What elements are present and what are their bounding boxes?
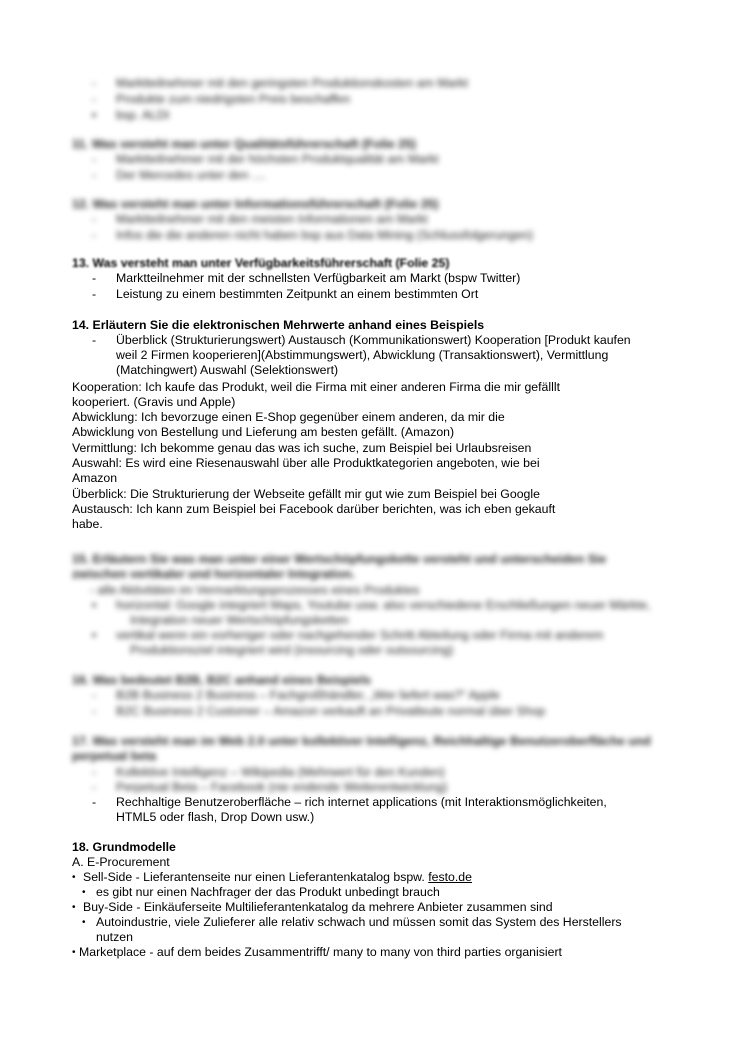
blurred-heading: 15. Erläutern Sie was man unter einer Wertschöpfungskette versteht und unterscheiden Sie bbox=[72, 552, 607, 566]
q14-paragraph-line: habe. bbox=[72, 517, 103, 531]
q14-paragraph-line: Austausch: Ich kann zum Beispiel bei Facebook darüber berichten, was ich eben gekauft bbox=[72, 502, 556, 516]
bullet: • bbox=[72, 902, 76, 913]
q13-item: Marktteilnehmer mit der schnellsten Verfügbarkeit am Markt (bspw Twitter) bbox=[116, 271, 521, 285]
blurred-line: Perpetual Beta – Facebook (nie endende Weiterentwicklung) bbox=[116, 780, 448, 794]
blurred-heading: 16. Was bedeutet B2B, B2C anhand eines Beispiels bbox=[72, 673, 371, 687]
blurred-line: B2B Business 2 Business – Fachgroßhändler, „Wer liefert was?“ Apple bbox=[116, 688, 500, 702]
blurred-line: Marktteilnehmer mit den geringsten Produktionskosten am Markt bbox=[116, 76, 468, 90]
blurred-heading: perpetual beta bbox=[72, 749, 157, 763]
q14-paragraph-line: Überblick: Die Strukturierung der Webseite gefällt mir gut wie zum Beispiel bei Google bbox=[72, 487, 540, 501]
list-dash: - bbox=[92, 333, 97, 347]
blurred-line: B2C Business 2 Customer – Amazon verkauft an Privatleute normal über Shop bbox=[116, 704, 546, 718]
blurred-line: Integration neuer Wertschöpfungsketten bbox=[130, 613, 349, 627]
sell-side-text: Sell-Side - Lieferantenseite nur einen Lieferantenkatalog bspw. bbox=[83, 870, 429, 884]
blurred-line: Kollektive Intelligenz – Wikipedia (Mehrwert für den Kunden) bbox=[116, 765, 445, 779]
festo-link[interactable]: festo.de bbox=[428, 870, 472, 884]
blurred-heading: zwischen vertikaler und horizontaler Integration. bbox=[72, 567, 355, 581]
q14-paragraph-line: kooperiert. (Gravis und Apple) bbox=[72, 395, 236, 409]
list-dash: - bbox=[92, 92, 97, 106]
list-square: ▪ bbox=[92, 598, 97, 612]
list-dash: - bbox=[92, 228, 97, 242]
blurred-heading: 11. Was versteht man unter Qualitätsführerschaft (Folie 25) bbox=[72, 137, 416, 151]
blurred-line: Marktteilnehmer mit den meisten Informationen am Markt bbox=[116, 212, 428, 226]
list-dash: - bbox=[92, 271, 97, 285]
q13-heading: 13. Was versteht man unter Verfügbarkeitsführerschaft (Folie 25) bbox=[72, 256, 450, 270]
q14-item-line: (Matchingwert) Auswahl (Selektionswert) bbox=[116, 363, 339, 377]
blurred-line: Produktionsziel integriert wird (insourcing oder outsourcing) bbox=[130, 643, 454, 657]
q14-paragraph-line: Kooperation: Ich kaufe das Produkt, weil die Firma mit einer anderen Firma die mir gefälllt bbox=[72, 380, 560, 394]
q17-item: HTML5 oder flash, Drop Down usw.) bbox=[116, 810, 315, 824]
blurred-line: Produkte zum niedrigsten Preis beschaffen bbox=[116, 92, 351, 106]
q18-heading: 18. Grundmodelle bbox=[72, 840, 176, 854]
blurred-line: - alle Aktivitäten im Vermarktungsprozesses eines Produktes bbox=[90, 583, 420, 597]
q14-heading: 14. Erläutern Sie die elektronischen Mehrwerte anhand eines Beispiels bbox=[72, 318, 485, 332]
q14-paragraph-line: Vermittlung: Ich bekomme genau das was ich suche, zum Beispiel bei Urlaubsreisen bbox=[72, 441, 532, 455]
bullet: • bbox=[82, 917, 86, 928]
blurred-line: vertikal wenn ein vorheriger oder nachgehender Schritt Abteilung oder Firma mit anderem bbox=[116, 628, 604, 642]
q13-item: Leistung zu einem bestimmten Zeitpunkt an einem bestimmten Ort bbox=[116, 287, 479, 301]
q14-item-line: weil 2 Firmen kooperieren](Abstimmungswert), Abwicklung (Transaktionswert), Vermittlung bbox=[116, 348, 609, 362]
list-dash: - bbox=[92, 287, 97, 301]
list-square: ▪ bbox=[92, 108, 97, 122]
blurred-line: Der Mercedes unter den .... bbox=[116, 168, 266, 182]
list-dash: - bbox=[92, 780, 97, 794]
blurred-heading: 12. Was versteht man unter Informationsführerschaft (Folie 25) bbox=[72, 197, 439, 211]
sell-side-line bbox=[83, 870, 472, 885]
list-dash: - bbox=[92, 212, 97, 226]
blurred-line: Infos die die anderen nicht haben bsp aus Data Mining (Schlussfolgerungen) bbox=[116, 228, 533, 242]
bullet: • bbox=[72, 947, 76, 958]
q18-subtitle: A. E-Procurement bbox=[72, 855, 170, 869]
blurred-line: bsp. ALDI bbox=[116, 108, 170, 122]
list-dash: - bbox=[92, 168, 97, 182]
list-dash: - bbox=[92, 76, 97, 90]
blurred-heading: 17. Was versteht man im Web 2.0 unter kollektiver Intelligenz, Reichhaltige Benutzeroberfläche und bbox=[72, 734, 651, 748]
blurred-line: Marktteilnehmer mit der höchsten Produktqualität am Markt bbox=[116, 152, 439, 166]
bullet: • bbox=[82, 887, 86, 898]
bullet: • bbox=[72, 872, 76, 883]
sell-side-sub: es gibt nur einen Nachfrager der das Produkt unbedingt brauch bbox=[96, 885, 440, 899]
q14-item-line: Überblick (Strukturierungswert) Austausch (Kommunikationswert) Kooperation [Produkt kaufen bbox=[116, 333, 631, 347]
buy-side-sub: Autoindustrie, viele Zulieferer alle relativ schwach und müssen somit das System des Herstellers bbox=[96, 915, 622, 929]
q14-paragraph-line: Amazon bbox=[72, 471, 118, 485]
list-square: ▪ bbox=[92, 628, 97, 642]
list-dash: - bbox=[92, 688, 97, 702]
marketplace-line: Marketplace - auf dem beides Zusammentrifft/ many to many von third parties organisiert bbox=[79, 945, 562, 959]
list-dash: - bbox=[92, 795, 97, 809]
q14-paragraph-line: Auswahl: Es wird eine Riesenauswahl über alle Produktkategorien angeboten, wie bei bbox=[72, 456, 540, 470]
q17-item: Rechhaltige Benutzeroberfläche – rich internet applications (mit Interaktionsmöglichkeiten, bbox=[116, 795, 607, 809]
q14-paragraph-line: Abwicklung: Ich bevorzuge einen E-Shop gegenüber einem anderen, da mir die bbox=[72, 410, 505, 424]
buy-side-sub: nutzen bbox=[96, 930, 133, 944]
q14-paragraph-line: Abwicklung von Bestellung und Lieferung am besten gefällt. (Amazon) bbox=[72, 425, 455, 439]
blurred-line: horizontal: Google integriert Maps, Youtube usw. also verschiedene Erschließungen neuer Märkte, bbox=[116, 598, 651, 612]
buy-side-line: Buy-Side - Einkäuferseite Multilieferantenkatalog da mehrere Anbieter zusammen sind bbox=[83, 900, 553, 914]
list-dash: - bbox=[92, 765, 97, 779]
list-dash: - bbox=[92, 704, 97, 718]
list-dash: - bbox=[92, 152, 97, 166]
